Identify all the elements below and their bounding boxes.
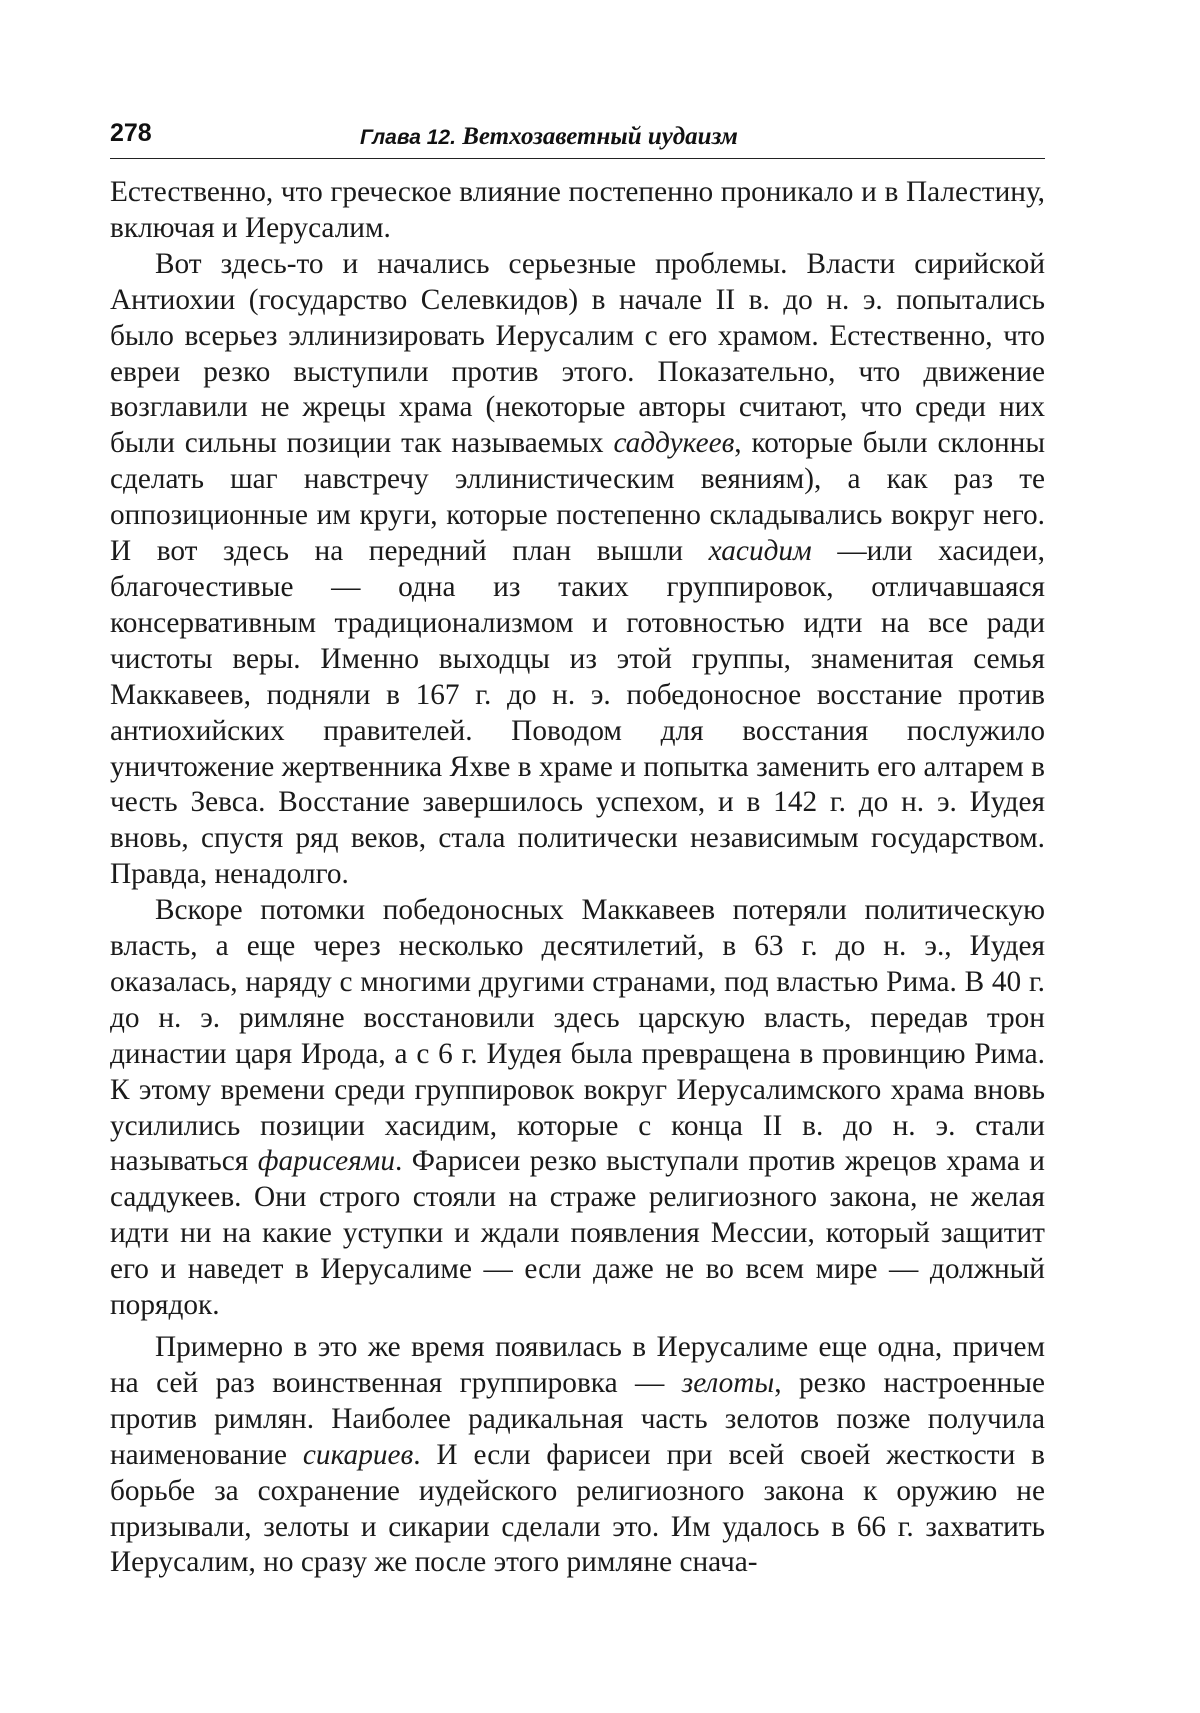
text-run: . Фарисеи резко выступали против жрецов храма и саддукеев. Они строго стояли на страже религиозного закона, не желая идти ни на какие уступки и ждали появления Мессии, который защитит его и наведет в Иерусалиме — если даже не во всем мире — должный порядок. xyxy=(110,1145,1045,1322)
text-run: , резко настроенные против римлян. Наиболее радикальная часть зелотов позже получила наименование xyxy=(110,1366,1045,1471)
text-run: Вот здесь-то и начались серьезные проблемы. Власти сирийской Антиохии (государство Селевкидов) в начале II в. до н. э. попытались было всерьез эллинизировать Иерусалим с его храмом. Естественно, что евреи резко выступили против этого. Показательно, что движение возглавили не жрецы храма (некоторые авторы считают, что среди них были сильны позиции так называемых xyxy=(110,247,1045,460)
emphasized-term: зелоты xyxy=(681,1366,775,1399)
paragraph xyxy=(110,1330,1045,1581)
body-text xyxy=(110,175,1045,1581)
paragraph xyxy=(110,247,1045,893)
text-run: —или хасидеи, благочестивые — одна из таких группировок, отличавшаяся консервативным традиционализмом и готовностью идти на все ради чистоты веры. Именно выходцы из этой группы, знаменитая семья Маккавеев, подняли в 167 г. до н. э. победоносное восстание против антиохийских правителей. Поводом для восстания послужило уничтожение жертвенника Яхве в храме и попытка заменить его алтарем в честь Зевса. Восстание завершилось успехом, и в 142 г. до н. э. Иудея вновь, спустя ряд веков, стала политически независимым государством. Правда, ненадолго. xyxy=(110,535,1045,891)
emphasized-term: сикариев xyxy=(302,1438,414,1471)
chapter-prefix: Глава 12. xyxy=(360,126,456,149)
chapter-title: Ветхозаветный иудаизм xyxy=(462,123,738,150)
text-run: Примерно в это же время появилась в Иерусалиме еще одна, причем на сей раз воинственная группировка — xyxy=(110,1331,1045,1399)
paragraph xyxy=(110,175,1045,247)
page-number: 278 xyxy=(110,119,152,147)
text-run: Естественно, что греческое влияние постепенно проникало и в Палестину, включая и Иерусалим. xyxy=(110,176,1045,244)
text-run: Вскоре потомки победоносных Маккавеев потеряли политическую власть, а еще через несколько десятилетий, в 63 г. до н. э., Иудея оказалась, наряду с многими другими странами, под властью Рима. В 40 г. до н. э. римляне восстановили здесь царскую власть, передав трон династии царя Ирода, а с 6 г. Иудея была превращена в провинцию Рима. К этому времени среди группировок вокруг Иерусалимского храма вновь усилились позиции хасидим, которые с конца II в. до н. э. стали называться xyxy=(110,894,1045,1178)
text-run: . И если фарисеи при всей своей жесткости в борьбе за сохранение иудейского религиозного закона к оружию не призывали, зелоты и сикарии сделали это. Им удалось в 66 г. захватить Иерусалим, но сразу же после этого римляне снача- xyxy=(110,1438,1045,1579)
running-header xyxy=(110,118,1045,159)
emphasized-term: фарисеями xyxy=(257,1145,396,1178)
emphasized-term: саддукеев xyxy=(613,427,735,460)
chapter-running-title xyxy=(360,122,738,153)
text-run: , которые были склонны сделать шаг навстречу эллинистическим веяниям), а как раз те оппозиционные им круги, которые постепенно складывались вокруг него. И вот здесь на передний план вышли xyxy=(110,427,1046,568)
paragraph xyxy=(110,893,1045,1324)
emphasized-term: хасидим xyxy=(708,535,812,568)
